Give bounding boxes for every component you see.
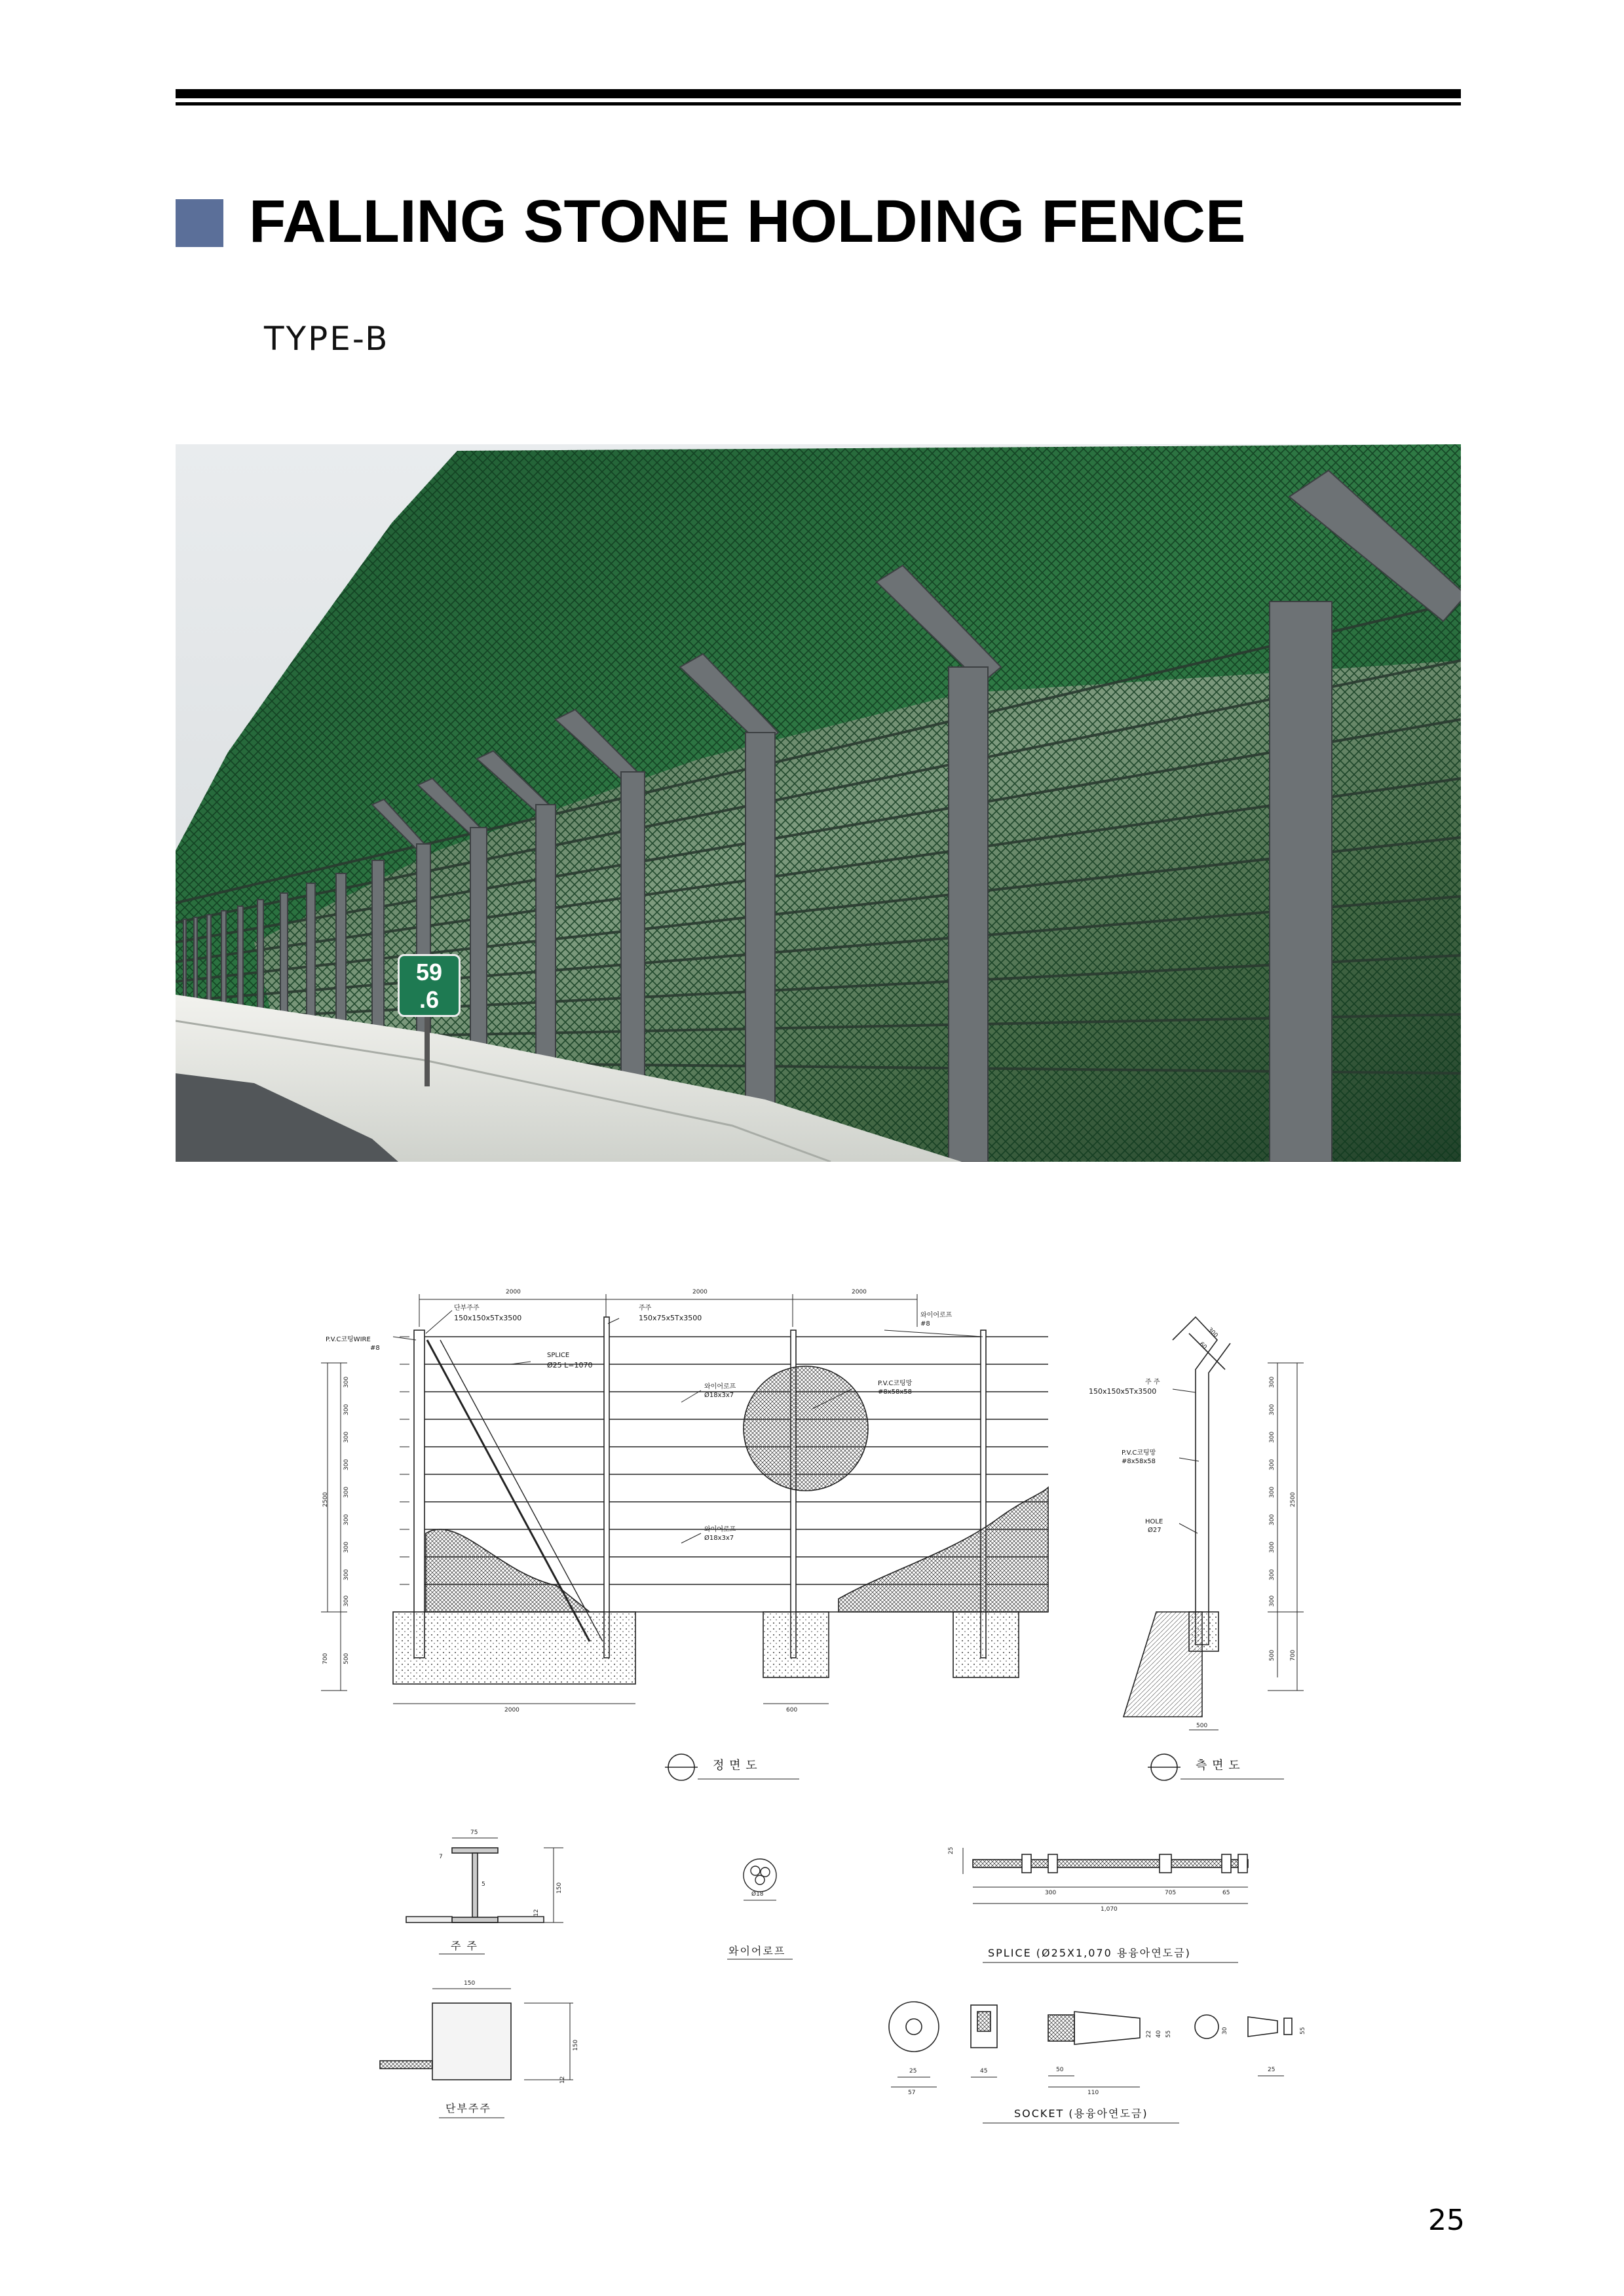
splice-dim-4: 65 [1222, 1890, 1230, 1896]
end-post-spec: 150x150x5Tx3500 [454, 1314, 522, 1322]
post-section-dim-2: 7 [439, 1854, 443, 1860]
front-left-dim-6: 300 [343, 1514, 350, 1525]
header-rule-thick [176, 89, 1461, 98]
side-right-dim-9: 300 [1269, 1595, 1275, 1607]
front-left-dim-9: 300 [343, 1595, 350, 1607]
front-left-dim-4: 300 [343, 1459, 350, 1470]
side-right-dim-2: 300 [1269, 1404, 1275, 1415]
socket-dim-5: 110 [1087, 2090, 1099, 2096]
post-spec: 150x75x5Tx3500 [639, 1314, 702, 1322]
wire-rope-top-label: 와이어로프 [920, 1312, 953, 1319]
fence-photo-illustration [176, 444, 1461, 1162]
splice-detail-label: SPLICE (Ø25X1,070 용융아연도금) [988, 1947, 1191, 1959]
post-section-label: 주 주 [451, 1940, 478, 1952]
wire-rope-detail-label: 와이어로프 [728, 1945, 786, 1957]
wire-rope-mid-spec: Ø18x3x7 [704, 1392, 734, 1399]
sign-line-1: 59 [415, 959, 443, 985]
side-footing-dim-2: 700 [1290, 1649, 1296, 1661]
front-left-dim-1: 300 [343, 1376, 350, 1388]
end-post-dim-3: 12 [559, 2076, 566, 2084]
socket-detail-label: SOCKET (용융아연도금) [1014, 2107, 1148, 2120]
front-view-title: 정 면 도 [713, 1759, 758, 1772]
wire-rope-mid-label: 와이어로프 [704, 1383, 736, 1390]
splice-detail [963, 1848, 1248, 1962]
pvc-mesh-label: P.V.C코팅망 [878, 1380, 913, 1387]
header-rule-thin [176, 102, 1461, 105]
fence-photo [176, 444, 1461, 1162]
distance-marker-sign [398, 954, 461, 1017]
post-section-dim-4: 150 [556, 1882, 563, 1894]
front-footing-base: 700 [322, 1653, 329, 1664]
front-left-dim-7: 300 [343, 1541, 350, 1553]
section-title-markers [665, 1754, 1284, 1780]
side-right-dim-3: 300 [1269, 1431, 1275, 1443]
socket-detail [889, 2002, 1292, 2123]
post-section-dim-1: 75 [470, 1829, 478, 1836]
socket-dim-9: 30 [1222, 2027, 1228, 2035]
post-section-dim-3: 5 [482, 1881, 485, 1888]
front-total-height: 2500 [322, 1492, 329, 1507]
front-top-dim-3: 2000 [852, 1289, 867, 1295]
side-base-dim: 500 [1196, 1723, 1208, 1729]
side-post-label: 주 주 [1145, 1379, 1160, 1386]
pvc-wire-label: P.V.C코팅WIRE [326, 1336, 371, 1343]
side-view-title: 측 면 도 [1196, 1759, 1241, 1772]
post-section-detail [406, 1838, 563, 1954]
side-post-spec: 150x150x5Tx3500 [1089, 1387, 1157, 1396]
sign-line-2: .6 [419, 986, 440, 1013]
front-top-dim-2: 2000 [692, 1289, 708, 1295]
splice-dim-2: 300 [1045, 1890, 1057, 1896]
socket-dim-4: 50 [1056, 2067, 1064, 2073]
front-footing-height: 500 [343, 1653, 350, 1664]
front-left-dim-2: 300 [343, 1404, 350, 1415]
post-section-dim-5: 12 [533, 1909, 540, 1917]
socket-dim-11: 25 [1268, 2067, 1275, 2073]
side-right-dim-6: 300 [1269, 1514, 1275, 1525]
title-square-icon [176, 199, 223, 247]
side-mesh-label: P.V.C코팅망 [1122, 1449, 1156, 1457]
end-post-dim-1: 150 [464, 1980, 476, 1987]
front-footing-dim-2: 600 [786, 1707, 798, 1713]
end-post-detail [380, 1989, 573, 2118]
socket-dim-6: 22 [1146, 2030, 1152, 2038]
front-left-dim-3: 300 [343, 1431, 350, 1443]
end-post-label: 단부주주 [454, 1305, 480, 1312]
wire-rope-top-spec: #8 [920, 1320, 930, 1328]
splice-dim-5: 1,070 [1101, 1906, 1118, 1913]
socket-dim-7: 40 [1156, 2030, 1162, 2038]
end-post-dim-2: 150 [573, 2039, 579, 2051]
side-total-height: 2500 [1290, 1492, 1296, 1507]
splice-dim-1: 25 [948, 1846, 954, 1854]
side-right-dim-7: 300 [1269, 1541, 1275, 1553]
wire-rope-low-label: 와이어로프 [704, 1526, 736, 1533]
pvc-mesh-spec: #8x58x58 [878, 1388, 913, 1396]
wire-rope-dim: Ø18 [751, 1891, 764, 1898]
side-hole-spec: Ø27 [1148, 1527, 1161, 1534]
splice-spec: Ø25 L=1070 [547, 1361, 593, 1369]
side-right-dim-4: 300 [1269, 1459, 1275, 1470]
splice-dim-3: 705 [1165, 1890, 1177, 1896]
page-title: FALLING STONE HOLDING FENCE [249, 188, 1246, 255]
side-top-dim-1: 300 [1206, 1326, 1219, 1339]
wire-rope-low-spec: Ø18x3x7 [704, 1535, 734, 1542]
side-right-dim-1: 300 [1269, 1376, 1275, 1388]
front-footing-dim-1: 2000 [504, 1707, 519, 1713]
pvc-wire-spec: #8 [370, 1345, 380, 1352]
socket-dim-1: 25 [909, 2068, 917, 2075]
socket-dim-8: 55 [1165, 2030, 1172, 2038]
socket-dim-2: 57 [908, 2090, 916, 2096]
end-post-detail-label: 단부주주 [445, 2102, 491, 2114]
front-elevation [321, 1294, 1048, 1704]
post-label: 주주 [639, 1305, 652, 1312]
front-left-dim-5: 300 [343, 1486, 350, 1498]
socket-dim-10: 55 [1300, 2027, 1306, 2035]
front-left-dim-8: 300 [343, 1569, 350, 1580]
type-subtitle: TYPE-B [264, 320, 390, 358]
front-top-dim-1: 2000 [506, 1289, 521, 1295]
socket-dim-3: 45 [980, 2068, 988, 2075]
side-top-dim-2: 60 [1198, 1341, 1208, 1351]
page-number: 25 [1428, 2204, 1465, 2237]
splice-label: SPLICE [547, 1352, 570, 1359]
side-right-dim-8: 300 [1269, 1569, 1275, 1580]
side-footing-dim-1: 500 [1269, 1649, 1275, 1661]
side-hole-label: HOLE [1145, 1518, 1163, 1525]
side-right-dim-5: 300 [1269, 1486, 1275, 1498]
side-mesh-spec: #8x58x58 [1122, 1458, 1156, 1465]
